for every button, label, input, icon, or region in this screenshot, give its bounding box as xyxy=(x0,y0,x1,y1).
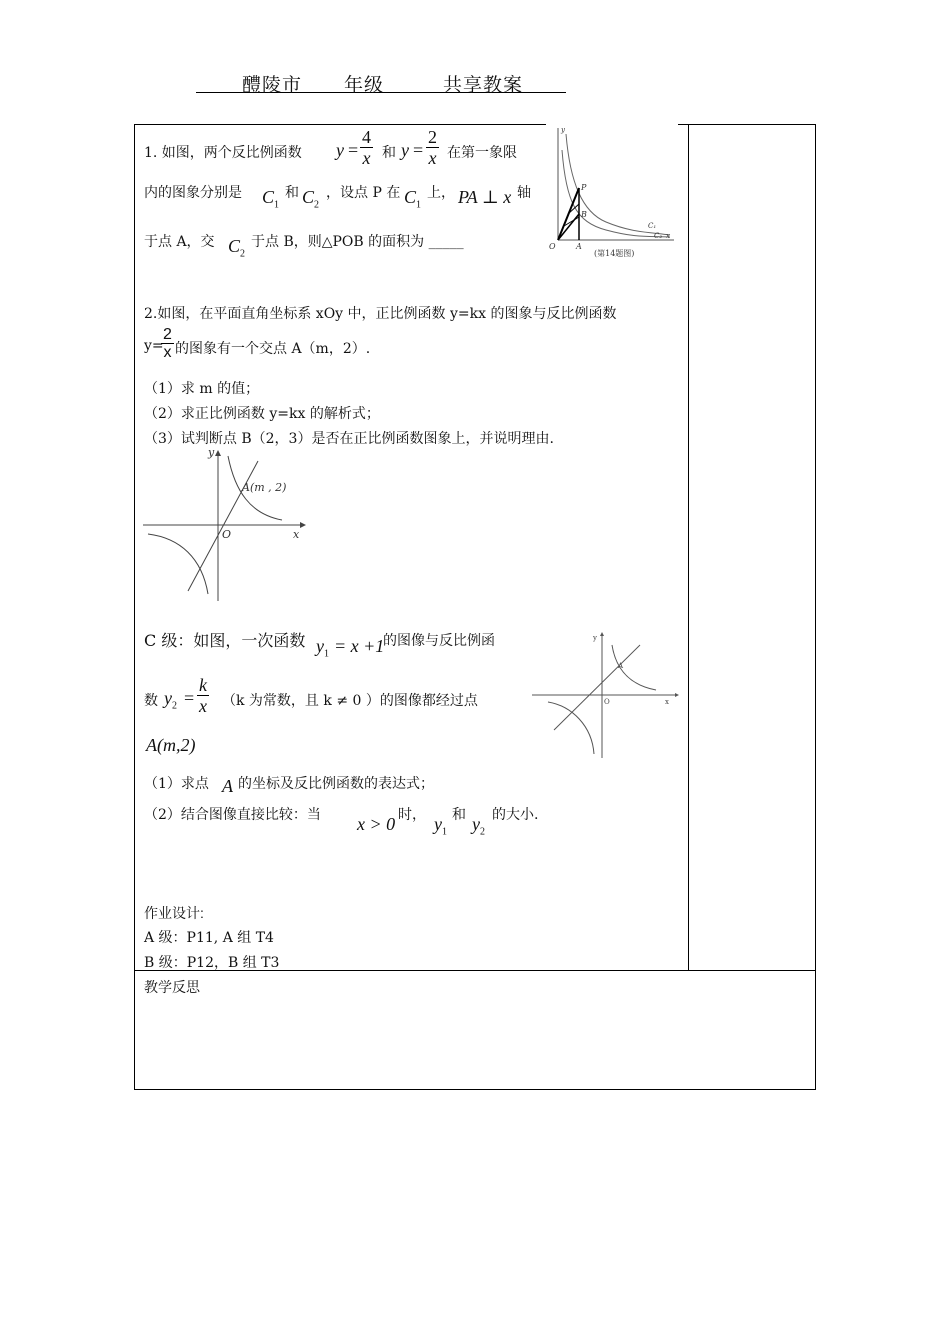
q1-eq1: = xyxy=(348,140,359,160)
qc-figure xyxy=(530,630,680,760)
qc-y2: $y_2$ xyxy=(164,688,177,712)
q1-c2b: $C_2$ xyxy=(228,236,246,260)
q1-fig-P: P xyxy=(581,183,587,192)
qc-y1: $y_1$ xyxy=(316,636,329,660)
q1-fig-A: A xyxy=(576,242,582,251)
qc-point: A(m,2) xyxy=(146,735,196,755)
q1-axis: 轴 xyxy=(517,185,531,201)
qc-item1-A: A xyxy=(222,776,233,796)
q2-fig-A: A(m , 2) xyxy=(242,481,287,494)
q2-figure xyxy=(140,446,310,606)
table-top-left xyxy=(134,124,546,125)
homework-a: A 级：P11, A 组 T4 xyxy=(144,930,274,946)
table-right xyxy=(815,124,816,1090)
q1-y1: y xyxy=(336,140,344,160)
q1-c2: $C_2$ xyxy=(302,187,320,211)
q1-fraction-4-over-x xyxy=(360,127,373,168)
frac-num: 2 xyxy=(163,326,172,343)
table-top-right xyxy=(675,124,816,125)
q2-line1: 2.如图，在平面直角坐标系 xOy 中，正比例函数 y=kx 的图象与反比例函数 xyxy=(144,306,617,322)
q1-fig-y: y xyxy=(561,126,565,134)
frac-num: 4 xyxy=(362,127,371,147)
qc-line2-post: （k 为常数，且 k ≠ 0 ）的图像都经过点 xyxy=(222,693,478,709)
qc-item2-y2: $y_2$ xyxy=(472,814,485,838)
q2-item-2: （2）求正比例函数 y=kx 的解析式； xyxy=(144,406,380,422)
header-city: 醴陵市 xyxy=(242,74,303,96)
q1-y2: y xyxy=(401,140,409,160)
q1-line2-pre: 内的图象分别是 xyxy=(144,185,242,201)
reflection-title: 教学反思 xyxy=(144,979,200,995)
q1-fig-O: O xyxy=(549,242,556,251)
q1-eq2: = xyxy=(413,140,424,160)
q2-line2-post: 的图象有一个交点 A（m，2）. xyxy=(175,341,371,357)
qc-fraction-k-over-x xyxy=(197,675,209,716)
table-col-divider xyxy=(688,124,689,971)
q1-and: 和 xyxy=(382,145,396,161)
q1-line1-pre: 1. 如图，两个反比例函数 xyxy=(144,145,302,161)
qc-fig-x: x xyxy=(665,698,669,706)
qc-fig-y: y xyxy=(593,634,597,642)
homework-title: 作业设计: xyxy=(144,905,204,921)
qc-fig-O: O xyxy=(604,698,610,706)
frac-den: x xyxy=(362,148,371,168)
qc-line1-post: 的图像与反比例函 xyxy=(383,633,495,649)
qc-item2-y1: $y_1$ xyxy=(434,814,447,838)
qc-item2-pre: （2）结合图像直接比较：当 xyxy=(144,807,321,823)
q1-line3-mid: 于点 B，则△POB 的面积为 _____ xyxy=(251,234,464,250)
qc-line2-pre: 数 xyxy=(144,693,158,709)
q1-c1: $C_1$ xyxy=(262,187,280,211)
q2-line2-pre: y= xyxy=(144,338,164,354)
frac-den: x xyxy=(163,344,172,361)
q2-item-3: （3）试判断点 B（2，3）是否在正比例函数图象上，并说明理由. xyxy=(144,431,554,447)
table-left xyxy=(134,124,135,1090)
qc-item2-post: 的大小. xyxy=(492,807,539,823)
q1-fig-C1: C₁ xyxy=(648,222,657,230)
page-header xyxy=(196,70,566,96)
q1-and2: 和 xyxy=(285,185,299,201)
q1-line1-post: 在第一象限 xyxy=(447,145,517,161)
frac-num: 2 xyxy=(428,127,437,147)
frac-den: x xyxy=(428,148,437,168)
qc-line1-eq: = x +1 xyxy=(334,636,385,656)
header-title: 共享教案 xyxy=(443,74,524,96)
qc-item1-pre: （1）求点 xyxy=(144,776,209,792)
homework-b: B 级：P12，B 组 T3 xyxy=(144,955,280,971)
frac-den: x xyxy=(199,696,207,716)
q1-fig-B: B xyxy=(581,210,587,219)
header-grade: 年级 xyxy=(344,74,385,96)
frac-num: k xyxy=(199,675,207,695)
q1-fig-x: x xyxy=(666,232,670,240)
q2-fig-x: x xyxy=(293,528,300,541)
q1-line3-pre: 于点 A，交 xyxy=(144,234,215,250)
qc-item2-and: 和 xyxy=(452,807,466,823)
q2-item-1: （1）求 m 的值； xyxy=(144,381,260,397)
qc-line1-pre: C 级：如图，一次函数 xyxy=(144,631,306,650)
q1-line2-mid: ，设点 P 在 xyxy=(326,185,401,201)
q1-fig-C2: C₂ xyxy=(654,232,663,240)
qc-eq: = xyxy=(184,688,195,708)
qc-item1-post: 的坐标及反比例函数的表达式； xyxy=(238,776,434,792)
qc-fig-A: A xyxy=(618,662,624,670)
qc-item2-mid: 时， xyxy=(398,807,426,823)
q2-fig-O: O xyxy=(222,528,232,541)
qc-item2-cond: x > 0 xyxy=(357,814,396,834)
q1-c1b: $C_1$ xyxy=(404,187,422,211)
table-bottom xyxy=(134,1089,816,1090)
q1-perp: PA ⊥ x xyxy=(458,187,512,207)
q1-fig-caption: (第14题图) xyxy=(594,249,635,258)
q1-figure xyxy=(546,122,678,262)
q2-fraction-2-over-x xyxy=(161,326,174,361)
q2-fig-y: y xyxy=(208,446,215,459)
q1-fraction-2-over-x xyxy=(426,127,439,168)
q1-line2-mid2: 上， xyxy=(427,185,455,201)
